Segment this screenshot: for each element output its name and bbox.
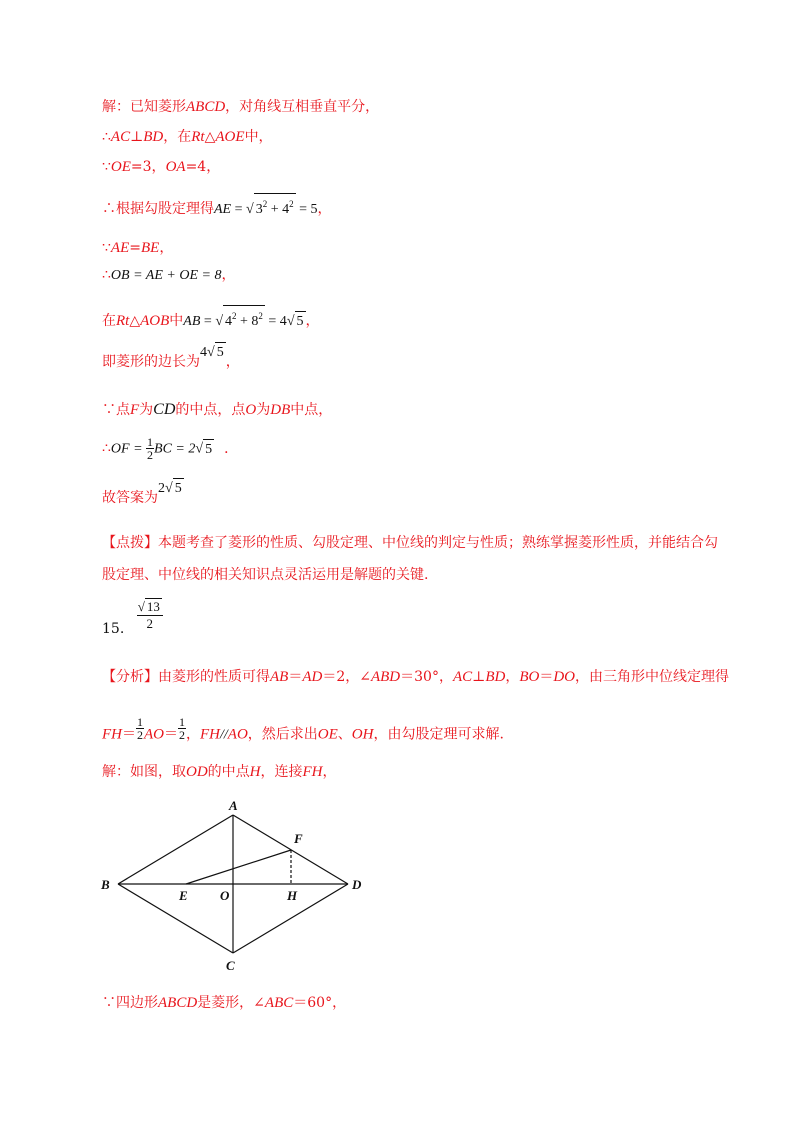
formula: BC = 2 [154, 441, 196, 457]
text: △ [129, 313, 141, 329]
text: OA [165, 159, 186, 175]
edge-ab [118, 815, 233, 884]
text: O [245, 402, 257, 418]
label-d: D [352, 877, 362, 892]
label-b: B [101, 877, 110, 892]
text: BD [143, 129, 164, 145]
fraction: $\frac{1}{2}$ [179, 715, 185, 742]
answer-fraction: $\frac{√ 13}{2}$ [137, 598, 163, 632]
formula: = 4 [264, 314, 287, 329]
text: AC [110, 129, 131, 145]
text: ＝ [164, 726, 178, 743]
text: ，然后求出 [247, 726, 318, 743]
text: AOB [140, 313, 170, 329]
text: 中点， [290, 402, 333, 418]
label-c: C [226, 958, 235, 973]
label-e: E [179, 888, 188, 903]
parallel-symbol: // [220, 727, 228, 743]
text: ＝2，∠ [322, 669, 371, 685]
text: BO [519, 669, 540, 685]
text: FH [200, 726, 220, 743]
text: △ [204, 129, 216, 145]
formula: AE [214, 202, 232, 217]
text: DO [553, 669, 575, 685]
label-a: A [229, 798, 238, 813]
text: ABD [370, 669, 401, 685]
fraction: $\frac{1}{2}$ [147, 435, 154, 462]
sqrt-term: 5 [295, 311, 306, 332]
label-f: F [294, 831, 303, 846]
solution-line-4: ∴根据勾股定理得AE = √ $3^2 + 4^2 = 5$， [102, 193, 332, 220]
text: OD [186, 764, 208, 780]
formula: = 5 [295, 202, 318, 217]
text: ＝30°， [400, 669, 453, 685]
solution-line-10: ∴OF = $\frac{1}{2}$ BC = 2√ 5 ． [102, 435, 239, 462]
text: FH [102, 726, 122, 743]
text: ， [322, 764, 337, 780]
sqrt-term: 5 [203, 439, 214, 460]
text: OE [110, 159, 131, 175]
text: ， [305, 313, 320, 329]
text: ∵四边形 [102, 995, 158, 1011]
sqrt-term: $3^2 + 4^2$ [254, 193, 296, 220]
text: AE [110, 240, 130, 256]
text: BD [485, 669, 506, 685]
text: ，在 [163, 129, 192, 145]
solution-line-5 [102, 238, 173, 258]
text: 为 [139, 402, 154, 418]
text: DB [270, 402, 291, 418]
text: ， [505, 669, 520, 685]
text: 故答案为 [102, 490, 158, 506]
fraction: $\frac{1}{2}$ [137, 715, 143, 742]
edge-ad [233, 815, 348, 884]
text: ， [317, 201, 332, 217]
text: AB [270, 669, 289, 685]
text: ＝ [122, 726, 136, 743]
text: ＝60°， [293, 995, 347, 1011]
text: 的中点，点 [175, 402, 246, 418]
text: Rt [116, 313, 130, 329]
text: OH [351, 726, 374, 743]
solution-line-6 [102, 265, 235, 286]
label-o: O [220, 888, 230, 903]
text: ， [159, 240, 174, 256]
text: ⊥ [472, 669, 486, 685]
formula: 2 [158, 481, 165, 496]
solution-line-11: 故答案为2√ 5 [102, 488, 184, 509]
text: ＝ [288, 669, 303, 685]
text: ∴根据勾股定理得 [102, 201, 214, 217]
solution-line-7: 在Rt△AOB中AB = √ $4^2 + 8^2 = 4√$ 5 ， [102, 305, 320, 332]
text: AO [144, 726, 164, 743]
sqrt-term: 5 [215, 342, 226, 363]
text: 中 [169, 313, 184, 329]
text: 是菱形，∠ [197, 995, 265, 1011]
solution-intro-line [102, 762, 337, 782]
text: ，由勾股定理可求解. [373, 726, 504, 743]
text: =4， [185, 159, 221, 175]
text: 解：已知菱形 [102, 99, 186, 115]
formula: OF = [110, 441, 147, 457]
text: H [249, 764, 261, 780]
formula: AB [183, 314, 201, 329]
text: AOE [215, 129, 245, 145]
formula: OB = AE + OE = 8 [110, 268, 222, 283]
formula: 4 [200, 345, 207, 360]
text: Rt [191, 129, 205, 145]
text: AD [302, 669, 323, 685]
text: ⊥ [130, 129, 144, 145]
text: F [130, 402, 140, 418]
text: ABC [264, 995, 294, 1011]
text: ＝ [539, 669, 554, 685]
text: FH [302, 764, 323, 780]
question-number: 15. [102, 621, 125, 637]
text: ∵ [102, 240, 111, 256]
text: 中， [244, 129, 273, 145]
formula: = [231, 202, 247, 217]
text: ，由三角形中位线定理得 [574, 669, 729, 685]
question-15-answer [102, 598, 163, 637]
text: 即菱形的边长为 [102, 354, 200, 370]
text: = [129, 240, 141, 256]
text: 解：如图，取 [102, 764, 186, 780]
tip-paragraph: 【点拨】本题考查了菱形的性质、勾股定理、中位线的判定与性质；熟练掌握菱形性质，并能结合勾股定理、中位线的相关知识点灵活运用是解题的关键. [102, 535, 718, 583]
text: ， [221, 267, 236, 283]
segment-ef [186, 850, 291, 884]
solution-line-8: 即菱形的边长为4√ 5， [102, 352, 240, 373]
sqrt-term: $4^2 + 8^2$ [223, 305, 265, 332]
solution-line-9 [102, 400, 332, 420]
text: BE [140, 240, 160, 256]
text: AC [452, 669, 473, 685]
text: AO [227, 726, 248, 743]
text: 、 [337, 726, 352, 743]
text: =3， [130, 159, 166, 175]
edge-cb [118, 884, 233, 953]
solution-line-2 [102, 127, 273, 147]
text: 为 [256, 402, 271, 418]
label-h: H [287, 888, 298, 903]
solution-line-3 [102, 157, 220, 177]
text: ∴ [102, 440, 111, 457]
analysis-line-2 [102, 715, 504, 747]
text: 在 [102, 313, 116, 329]
text: ABCD [158, 995, 198, 1011]
final-line [102, 993, 346, 1013]
text: ， [225, 354, 240, 370]
formula: = [200, 314, 216, 329]
formula: CD [153, 401, 176, 418]
text: 的中点 [207, 764, 250, 780]
text: ∴ [102, 129, 111, 145]
text: ∵点 [102, 402, 130, 418]
text: ． [224, 440, 239, 457]
text: ∴ [102, 267, 111, 283]
text: ABCD [186, 99, 226, 115]
solution-line-1 [102, 97, 379, 117]
analysis-line-1 [102, 667, 729, 687]
text: ， [186, 726, 200, 743]
text: OE [317, 726, 338, 743]
rhombus-figure [95, 790, 375, 980]
text: 【分析】由菱形的性质可得 [102, 669, 270, 685]
sqrt-term: 5 [173, 478, 184, 499]
text: ，对角线互相垂直平分， [225, 99, 380, 115]
text: ∵ [102, 159, 111, 175]
text: ，连接 [260, 764, 303, 780]
